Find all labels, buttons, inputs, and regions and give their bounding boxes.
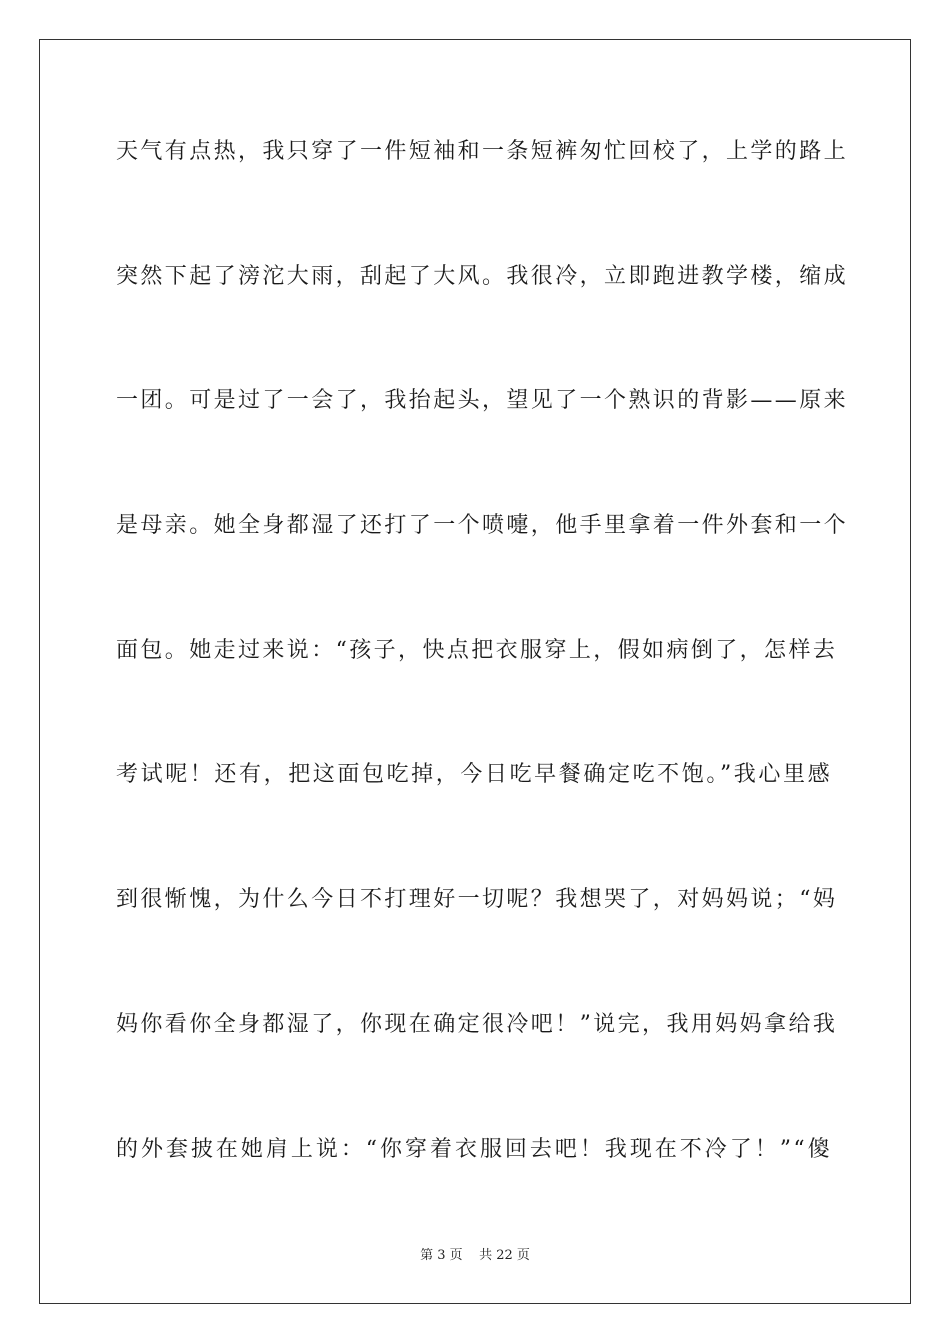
body-text xyxy=(116,125,849,1247)
text-line: 天气有点热，我只穿了一件短袖和一条短裤匆忙回校了，上学的路上 xyxy=(116,139,849,164)
text-line: 到很惭愧，为什么今日不打理好一切呢？我想哭了，对妈妈说；“妈 xyxy=(116,887,838,913)
text-line: 妈你看你全身都湿了，你现在确定很冷吧！”说完，我用妈妈拿给我 xyxy=(116,1011,838,1037)
text-line: 突然下起了滂沱大雨，刮起了大风。我很冷，立即跑进教学楼，缩成 xyxy=(116,263,849,289)
text-line: 面包。她走过来说：“孩子，快点把衣服穿上，假如病倒了，怎样去 xyxy=(116,637,838,663)
text-line: 是母亲。她全身都湿了还打了一个喷嚏，他手里拿着一件外套和一个 xyxy=(116,513,849,539)
text-line: 考试呢！还有，把这面包吃掉，今日吃早餐确定吃不饱。”我心里感 xyxy=(116,762,832,788)
page-number-footer: 第 3 页 共 22 页 xyxy=(420,1248,530,1263)
text-line: 一团。可是过了一会了，我抬起头，望见了一个熟识的背影——原来 xyxy=(116,388,849,414)
text-line: 的外套披在她肩上说：“你穿着衣服回去吧！我现在不冷了！”“傻 xyxy=(116,1136,832,1162)
